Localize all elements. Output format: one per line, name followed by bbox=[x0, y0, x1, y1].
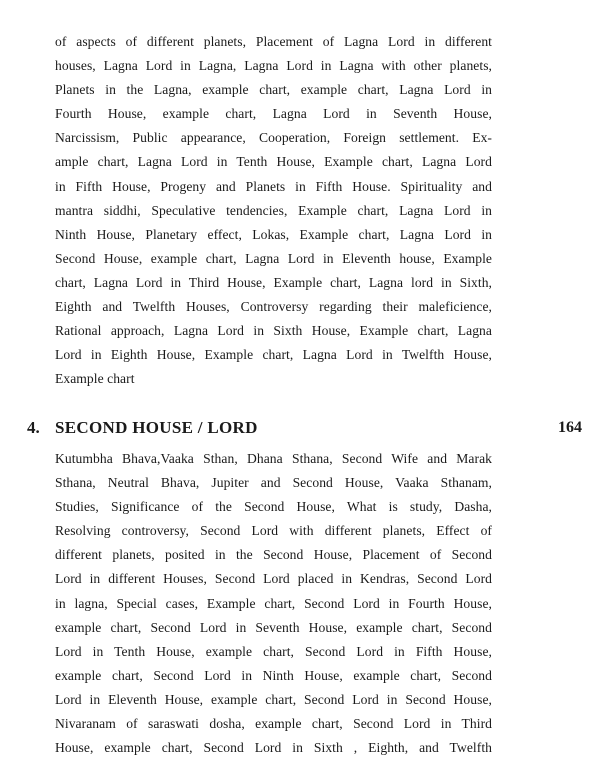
text-line: example chart, Second Lord in Ninth House, example chart, Second bbox=[55, 667, 492, 683]
text-line: in Fifth House, Progeny and Planets in Fifth House. Spirituality and bbox=[55, 178, 492, 194]
text-line: House, example chart, Second Lord in Sixth , Eighth, and Twelfth bbox=[55, 740, 492, 756]
text-line: Lord in Tenth House, example chart, Second Lord in Fifth House, bbox=[55, 643, 492, 659]
text-line: ample chart, Lagna Lord in Tenth House, Example chart, Lagna Lord bbox=[55, 154, 492, 170]
text-line: chart, Lagna Lord in Third House, Example chart, Lagna lord in Sixth, bbox=[55, 274, 492, 290]
text-line: different planets, posited in the Second House, Placement of Second bbox=[55, 547, 492, 563]
text-line: example chart, Second Lord in Seventh House, example chart, Second bbox=[55, 619, 492, 635]
section-4-contents-paragraph bbox=[55, 447, 492, 760]
text-line: Narcissism, Public appearance, Cooperation, Foreign settlement. Ex- bbox=[55, 130, 492, 146]
section-title: SECOND HOUSE / LORD bbox=[55, 418, 258, 437]
section-number: 4. bbox=[27, 418, 40, 437]
text-line: Nivaranam of saraswati dosha, example chart, Second Lord in Third bbox=[55, 716, 492, 732]
section-3-contents-paragraph bbox=[55, 30, 492, 391]
text-line: Lord in Eighth House, Example chart, Lagna Lord in Twelfth House, bbox=[55, 347, 492, 363]
text-line: of aspects of different planets, Placement of Lagna Lord in different bbox=[55, 34, 492, 49]
text-line: Example chart bbox=[55, 371, 135, 387]
text-line: mantra siddhi, Speculative tendencies, Example chart, Lagna Lord in bbox=[55, 202, 492, 218]
text-line: Eighth and Twelfth Houses, Controversy regarding their maleficience, bbox=[55, 299, 492, 315]
text-line: Kutumbha Bhava,Vaaka Sthan, Dhana Sthana, Second Wife and Marak bbox=[55, 451, 492, 466]
text-line: Ninth House, Planetary effect, Lokas, Example chart, Lagna Lord in bbox=[55, 226, 492, 242]
text-line: Planets in the Lagna, example chart, example chart, Lagna Lord in bbox=[55, 82, 492, 98]
text-line: Fourth House, example chart, Lagna Lord in Seventh House, bbox=[55, 106, 492, 122]
text-line: Resolving controversy, Second Lord with different planets, Effect of bbox=[55, 523, 492, 539]
text-line: Rational approach, Lagna Lord in Sixth House, Example chart, Lagna bbox=[55, 323, 492, 339]
text-line: Lord in Eleventh House, example chart, Second Lord in Second House, bbox=[55, 691, 492, 707]
text-line: houses, Lagna Lord in Lagna, Lagna Lord in Lagna with other planets, bbox=[55, 58, 492, 74]
page-number: 164 bbox=[558, 419, 582, 436]
text-line: Second House, example chart, Lagna Lord in Eleventh house, Example bbox=[55, 250, 492, 266]
text-line: in lagna, Special cases, Example chart, Second Lord in Fourth House, bbox=[55, 595, 492, 611]
text-line: Lord in different Houses, Second Lord placed in Kendras, Second Lord bbox=[55, 571, 492, 587]
text-line: Studies, Significance of the Second House, What is study, Dasha, bbox=[55, 499, 492, 515]
text-line: Sthana, Neutral Bhava, Jupiter and Second House, Vaaka Sthanam, bbox=[55, 475, 492, 491]
section-heading bbox=[27, 416, 582, 440]
